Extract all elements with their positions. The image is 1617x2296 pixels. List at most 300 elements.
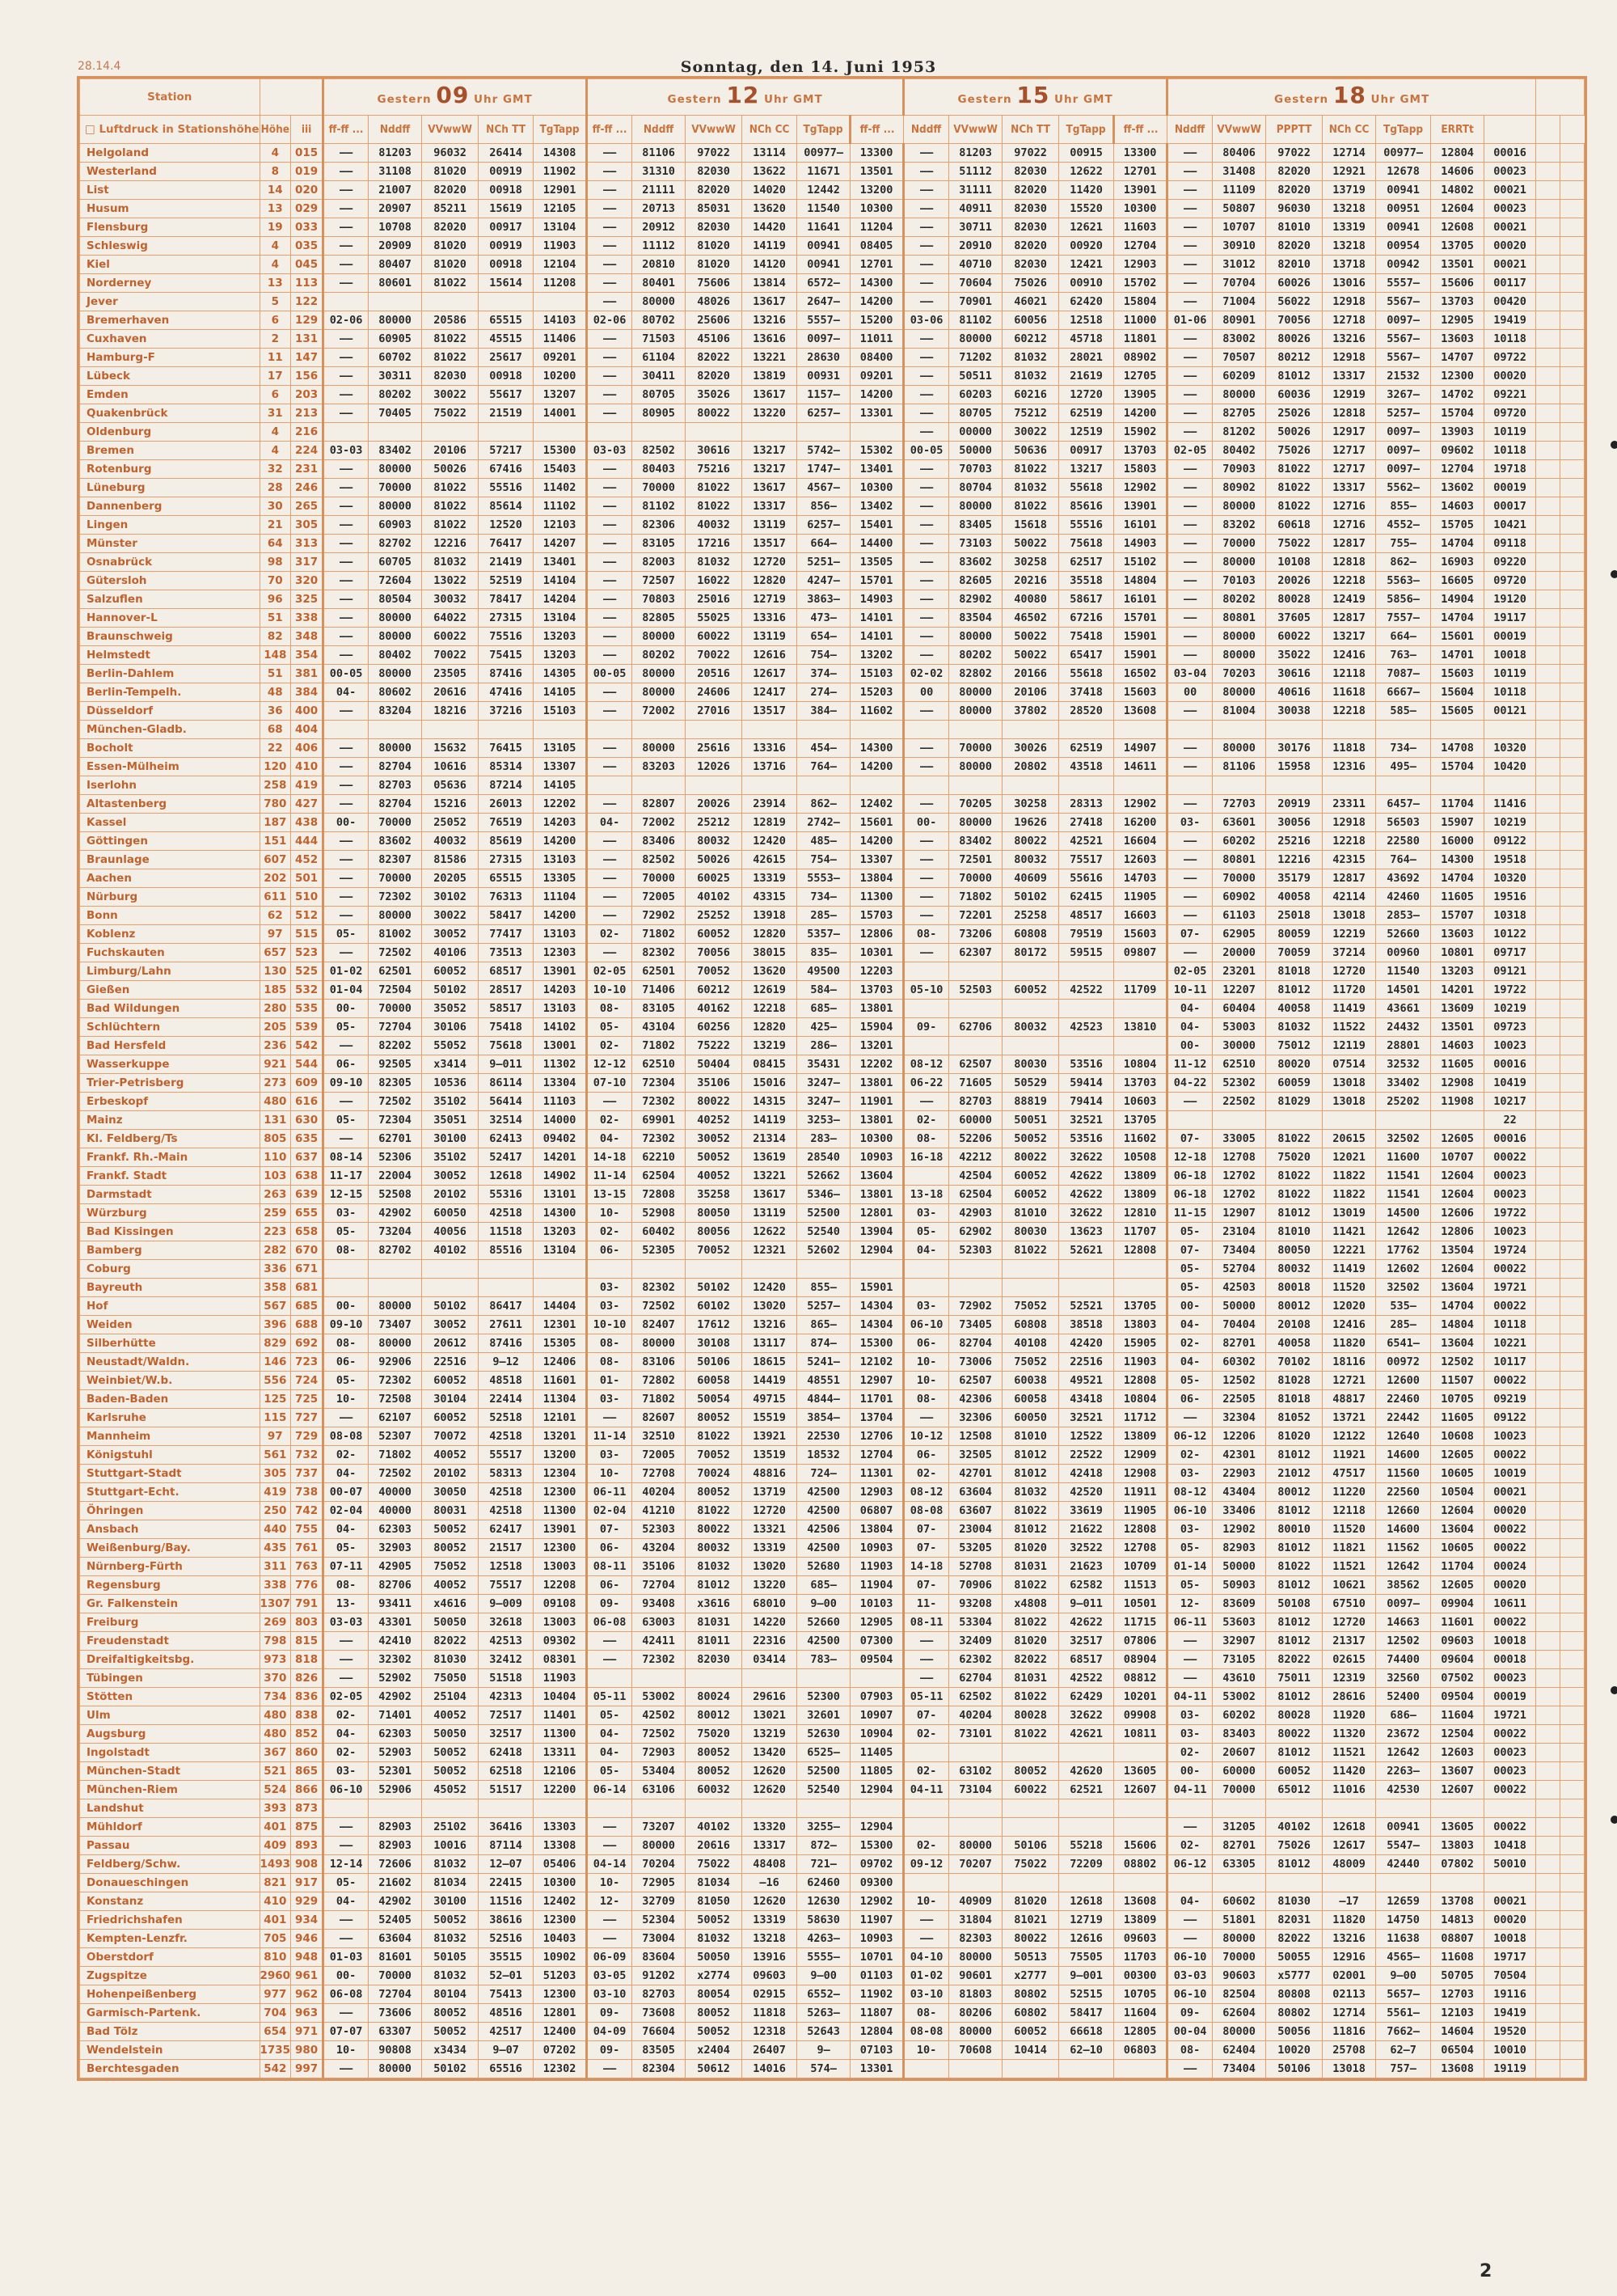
observation-value: —— xyxy=(587,795,632,814)
observation-value: 724– xyxy=(797,1465,851,1483)
observation-value: 10707 xyxy=(1431,1148,1484,1167)
observation-value: 62303 xyxy=(369,1520,422,1539)
observation-value: 81022 xyxy=(686,497,742,516)
observation-value: 00022 xyxy=(1484,1781,1536,1799)
observation-value: 12318 xyxy=(742,2023,797,2041)
observation-value: 83402 xyxy=(369,442,422,460)
observation-value: 81052 xyxy=(1266,1409,1323,1427)
observation-value: 17216 xyxy=(686,535,742,553)
observation-value: 81022 xyxy=(1266,479,1323,497)
observation-value: 13916 xyxy=(742,1948,797,1967)
station-row xyxy=(80,1446,1585,1465)
observation-value: 20810 xyxy=(632,256,686,274)
observation-value: 12119 xyxy=(1323,1037,1376,1055)
observation-value: 80000 xyxy=(1213,497,1266,516)
observation-value: —— xyxy=(904,404,949,423)
observation-value: 75517 xyxy=(1059,851,1114,869)
observation-value xyxy=(1114,2060,1167,2078)
observation-value: 83609 xyxy=(1213,1595,1266,1613)
observation-value: 11911 xyxy=(1114,1483,1167,1502)
observation-value: 16502 xyxy=(1114,665,1167,683)
observation-value: 14704 xyxy=(1431,869,1484,888)
station-name: Bamberg xyxy=(80,1241,260,1260)
observation-value: 10- xyxy=(587,1204,632,1223)
observation-value: 9–00 xyxy=(797,1595,851,1613)
observation-value: 75517 xyxy=(479,1576,534,1595)
observation-value xyxy=(904,1167,949,1186)
observation-value: 72502 xyxy=(632,1725,686,1744)
observation-value: 10- xyxy=(904,1892,949,1911)
observation-value: 00000 xyxy=(949,423,1003,442)
station-name: Lingen xyxy=(80,516,260,535)
observation-value: 13003 xyxy=(534,1558,587,1576)
observation-value: 13501 xyxy=(851,163,904,181)
observation-value: —— xyxy=(1167,646,1213,665)
blank-cell xyxy=(1536,609,1560,628)
observation-value: 25212 xyxy=(686,814,742,832)
observation-value: 72302 xyxy=(632,1651,686,1669)
station-name: Bad Hersfeld xyxy=(80,1037,260,1055)
observation-value: 13617 xyxy=(742,386,797,404)
observation-value: 02- xyxy=(587,1111,632,1130)
observation-value: 14903 xyxy=(851,590,904,609)
observation-value: 35051 xyxy=(422,1111,479,1130)
station-height: 410 xyxy=(260,1892,291,1911)
observation-value xyxy=(587,1799,632,1818)
station-height: 187 xyxy=(260,814,291,832)
blank-cell xyxy=(1560,1706,1585,1725)
blank-header-cell xyxy=(1536,79,1585,116)
blank-cell xyxy=(1560,1818,1585,1837)
observation-value: 70604 xyxy=(949,274,1003,293)
observation-value: 80902 xyxy=(1213,479,1266,497)
observation-value: 10- xyxy=(904,2041,949,2060)
observation-value: 14600 xyxy=(1376,1446,1431,1465)
observation-value: 09908 xyxy=(1114,1706,1167,1725)
observation-value: 71202 xyxy=(949,349,1003,367)
station-height: 440 xyxy=(260,1520,291,1539)
observation-value: 08-08 xyxy=(323,1427,369,1446)
observation-value: 63102 xyxy=(949,1762,1003,1781)
observation-value xyxy=(1323,1874,1376,1892)
observation-value: 11822 xyxy=(1323,1167,1376,1186)
observation-value: 11103 xyxy=(534,1093,587,1111)
observation-value: 11521 xyxy=(1323,1558,1376,1576)
observation-value: 12918 xyxy=(1323,293,1376,311)
observation-value: —— xyxy=(904,795,949,814)
observation-value: 52518 xyxy=(479,1409,534,1427)
observation-value: 75022 xyxy=(1003,1855,1059,1874)
blank-cell xyxy=(1560,1446,1585,1465)
observation-value: 60059 xyxy=(1266,1074,1323,1093)
observation-value: 11908 xyxy=(1431,1093,1484,1111)
blank-cell xyxy=(1536,851,1560,869)
blank-cell xyxy=(1536,460,1560,479)
observation-value: 12321 xyxy=(742,1241,797,1260)
observation-value: 80000 xyxy=(632,1837,686,1855)
observation-value xyxy=(1114,1818,1167,1837)
observation-value: 50022 xyxy=(1003,646,1059,665)
observation-value: —— xyxy=(1167,367,1213,386)
observation-value: 00420 xyxy=(1484,293,1536,311)
observation-value: 81022 xyxy=(422,516,479,535)
observation-value: 13103 xyxy=(534,1000,587,1018)
observation-value: 12218 xyxy=(1323,832,1376,851)
observation-value: 60203 xyxy=(949,386,1003,404)
observation-value: 11902 xyxy=(851,1985,904,2004)
blank-cell xyxy=(1536,683,1560,702)
observation-value: 10608 xyxy=(1431,1427,1484,1446)
blank-cell xyxy=(1560,274,1585,293)
observation-value: 13501 xyxy=(1431,1018,1484,1037)
observation-value: 7557– xyxy=(1376,609,1431,628)
observation-value: 15618 xyxy=(1003,516,1059,535)
observation-value: 11419 xyxy=(1323,1260,1376,1279)
observation-value: 08415 xyxy=(742,1055,797,1074)
station-row xyxy=(80,888,1585,907)
observation-value: 20026 xyxy=(686,795,742,814)
observation-value: 73608 xyxy=(632,2004,686,2023)
observation-value: 75022 xyxy=(686,1855,742,1874)
observation-value: 90808 xyxy=(369,2041,422,2060)
observation-value: 06- xyxy=(904,1446,949,1465)
observation-value: 08802 xyxy=(1114,1855,1167,1874)
station-row xyxy=(80,1074,1585,1093)
blank-cell xyxy=(1536,1651,1560,1669)
observation-value: 14103 xyxy=(534,311,587,330)
observation-value: 12817 xyxy=(1323,869,1376,888)
observation-value: 11605 xyxy=(1431,888,1484,907)
blank-cell xyxy=(1536,144,1560,163)
station-row xyxy=(80,516,1585,535)
observation-value: 10019 xyxy=(1484,1465,1536,1483)
observation-value: 72302 xyxy=(632,1130,686,1148)
observation-value: 19722 xyxy=(1484,981,1536,1000)
observation-value: 00-07 xyxy=(323,1483,369,1502)
observation-value: 12420 xyxy=(742,832,797,851)
observation-value: 02-05 xyxy=(1167,442,1213,460)
observation-value: 12402 xyxy=(534,1892,587,1911)
observation-value: 09- xyxy=(1167,2004,1213,2023)
observation-value: 09201 xyxy=(851,367,904,386)
observation-value: 83202 xyxy=(1213,516,1266,535)
observation-value: 13301 xyxy=(851,2060,904,2078)
station-id: 113 xyxy=(291,274,323,293)
blank-cell xyxy=(1560,590,1585,609)
observation-value: 15601 xyxy=(1431,628,1484,646)
observation-value xyxy=(1484,776,1536,795)
observation-value: 62519 xyxy=(1059,404,1114,423)
blank-cell xyxy=(1536,628,1560,646)
station-name: Augsburg xyxy=(80,1725,260,1744)
blank-cell xyxy=(1536,1911,1560,1930)
observation-value: 11302 xyxy=(534,1055,587,1074)
observation-value: 72604 xyxy=(369,572,422,590)
observation-value: 855– xyxy=(1376,497,1431,516)
observation-value: 81022 xyxy=(422,330,479,349)
observation-value: —— xyxy=(1167,628,1213,646)
observation-value: 5742– xyxy=(797,442,851,460)
observation-value: 75026 xyxy=(1003,274,1059,293)
observation-value: 21111 xyxy=(632,181,686,200)
station-id: 865 xyxy=(291,1762,323,1781)
observation-value: 82020 xyxy=(422,218,479,237)
observation-value: 62701 xyxy=(369,1130,422,1148)
observation-value: 58517 xyxy=(479,1000,534,1018)
observation-value: 58417 xyxy=(1059,2004,1114,2023)
observation-value: 51203 xyxy=(534,1967,587,1985)
observation-value: 654– xyxy=(797,628,851,646)
observation-value: 31408 xyxy=(1213,163,1266,181)
observation-value: 37605 xyxy=(1266,609,1323,628)
observation-value: 14304 xyxy=(851,1316,904,1334)
observation-value: 19518 xyxy=(1484,851,1536,869)
observation-value xyxy=(1114,1037,1167,1055)
observation-value: 0097– xyxy=(1376,423,1431,442)
observation-value xyxy=(534,423,587,442)
observation-value: —— xyxy=(323,274,369,293)
station-name: Passau xyxy=(80,1837,260,1855)
observation-value: 485– xyxy=(797,832,851,851)
station-height: 13 xyxy=(260,274,291,293)
observation-value: 00- xyxy=(323,1000,369,1018)
observation-value: 00023 xyxy=(1484,163,1536,181)
station-row xyxy=(80,1855,1585,1874)
observation-value: 82903 xyxy=(369,1837,422,1855)
observation-value: 12716 xyxy=(1323,516,1376,535)
observation-value: 31205 xyxy=(1213,1818,1266,1837)
observation-value: 97022 xyxy=(1266,144,1323,163)
observation-value: 81022 xyxy=(686,479,742,497)
observation-value: 81022 xyxy=(1003,1613,1059,1632)
observation-value: —— xyxy=(323,218,369,237)
observation-value: —— xyxy=(587,851,632,869)
blank-cell xyxy=(1560,1837,1585,1855)
observation-value: 92906 xyxy=(369,1353,422,1372)
observation-value: —— xyxy=(1167,460,1213,479)
observation-value: 10300 xyxy=(534,1874,587,1892)
observation-value: 17762 xyxy=(1376,1241,1431,1260)
station-id: 738 xyxy=(291,1483,323,1502)
observation-value: 09302 xyxy=(534,1632,587,1651)
observation-value: 12642 xyxy=(1376,1744,1431,1762)
observation-value: 08-08 xyxy=(904,1502,949,1520)
observation-value: 30052 xyxy=(422,1316,479,1334)
observation-value: 70404 xyxy=(1213,1316,1266,1334)
observation-value: 80050 xyxy=(1266,1241,1323,1260)
station-name: Weiden xyxy=(80,1316,260,1334)
observation-value: x3414 xyxy=(422,1055,479,1074)
observation-value: 31310 xyxy=(632,163,686,181)
observation-value: 25202 xyxy=(1376,1093,1431,1111)
observation-value: 11603 xyxy=(1114,218,1167,237)
observation-value: 11807 xyxy=(851,2004,904,2023)
observation-value: 50000 xyxy=(1213,1558,1266,1576)
observation-value: 10616 xyxy=(422,758,479,776)
observation-value: —— xyxy=(587,1409,632,1427)
observation-value: 12604 xyxy=(1431,200,1484,218)
observation-value: 10801 xyxy=(1431,944,1484,962)
observation-value: 67216 xyxy=(1059,609,1114,628)
observation-value: 757– xyxy=(1376,2060,1431,2078)
station-id: 908 xyxy=(291,1855,323,1874)
observation-value: 30000 xyxy=(1213,1037,1266,1055)
observation-value: 52660 xyxy=(1376,925,1431,944)
observation-value: 63604 xyxy=(369,1930,422,1948)
observation-value: 10907 xyxy=(851,1706,904,1725)
station-id: 320 xyxy=(291,572,323,590)
observation-value: 82704 xyxy=(949,1334,1003,1353)
observation-value: 72606 xyxy=(369,1855,422,1874)
observation-value: 12602 xyxy=(1376,1260,1431,1279)
blank-cell xyxy=(1560,1892,1585,1911)
observation-value: 664– xyxy=(797,535,851,553)
observation-value: 00021 xyxy=(1484,1483,1536,1502)
observation-value: 2647– xyxy=(797,293,851,311)
observation-value: 62413 xyxy=(479,1130,534,1148)
observation-value: 40616 xyxy=(1266,683,1323,702)
observation-value: 15707 xyxy=(1431,907,1484,925)
observation-value: 81022 xyxy=(1003,497,1059,516)
station-row xyxy=(80,1874,1585,1892)
observation-value: 12600 xyxy=(1376,1372,1431,1390)
observation-value: 14600 xyxy=(1376,1520,1431,1539)
observation-value: 81032 xyxy=(422,1855,479,1874)
observation-value: 51517 xyxy=(479,1781,534,1799)
observation-value: 42114 xyxy=(1323,888,1376,907)
observation-value: 83204 xyxy=(369,702,422,721)
observation-value: 20607 xyxy=(1213,1744,1266,1762)
observation-value: 10-11 xyxy=(1167,981,1213,1000)
observation-value: —— xyxy=(587,609,632,628)
observation-value: 25026 xyxy=(1266,404,1323,423)
observation-value: 72502 xyxy=(369,944,422,962)
observation-value: 53516 xyxy=(1059,1055,1114,1074)
observation-value: 80407 xyxy=(369,256,422,274)
observation-value: 48516 xyxy=(479,2004,534,2023)
observation-value: 11560 xyxy=(1376,1465,1431,1483)
observation-value: 30711 xyxy=(949,218,1003,237)
observation-value: 80000 xyxy=(1213,553,1266,572)
station-id: 019 xyxy=(291,163,323,181)
station-height: 82 xyxy=(260,628,291,646)
station-row xyxy=(80,274,1585,293)
station-id: 980 xyxy=(291,2041,323,2060)
observation-value: 12901 xyxy=(534,181,587,200)
observation-value: —— xyxy=(323,776,369,795)
observation-value: 13602 xyxy=(1431,479,1484,497)
observation-value: 81029 xyxy=(1266,1093,1323,1111)
observation-value: 60618 xyxy=(1266,516,1323,535)
observation-value: 83504 xyxy=(949,609,1003,628)
observation-value xyxy=(1323,721,1376,739)
station-height: 13 xyxy=(260,200,291,218)
observation-value: 11701 xyxy=(851,1390,904,1409)
observation-value: 72209 xyxy=(1059,1855,1114,1874)
station-height: 96 xyxy=(260,590,291,609)
code-column-header: VVwwW xyxy=(949,116,1003,144)
station-id: 213 xyxy=(291,404,323,423)
observation-value: 10705 xyxy=(1431,1390,1484,1409)
observation-value: 00022 xyxy=(1484,1818,1536,1837)
observation-value: 6257– xyxy=(797,404,851,423)
observation-value: 04- xyxy=(587,814,632,832)
observation-value: 46021 xyxy=(1003,293,1059,311)
station-name: Göttingen xyxy=(80,832,260,851)
station-name: Husum xyxy=(80,200,260,218)
station-id: 866 xyxy=(291,1781,323,1799)
observation-value: 60022 xyxy=(1266,628,1323,646)
observation-value: 00- xyxy=(1167,1037,1213,1055)
observation-value: x4616 xyxy=(422,1595,479,1613)
observation-value: 82502 xyxy=(632,442,686,460)
observation-value: 12-14 xyxy=(323,1855,369,1874)
observation-value: 5567– xyxy=(1376,293,1431,311)
observation-value: 274– xyxy=(797,683,851,702)
observation-value: 42518 xyxy=(479,1204,534,1223)
observation-value: 12820 xyxy=(742,925,797,944)
observation-value: 35258 xyxy=(686,1186,742,1204)
observation-value: 30258 xyxy=(1003,795,1059,814)
observation-value: 13- xyxy=(323,1595,369,1613)
observation-value: 5555– xyxy=(797,1948,851,1967)
observation-value: 12904 xyxy=(851,1818,904,1837)
observation-value: 38518 xyxy=(1059,1316,1114,1334)
station-row xyxy=(80,665,1585,683)
observation-value: 12603 xyxy=(1114,851,1167,869)
observation-value: 13307 xyxy=(851,851,904,869)
observation-value: 09201 xyxy=(534,349,587,367)
observation-value: 72802 xyxy=(632,1372,686,1390)
observation-value xyxy=(323,423,369,442)
observation-value: 75052 xyxy=(1003,1353,1059,1372)
observation-value: 81021 xyxy=(1003,1911,1059,1930)
station-row xyxy=(80,646,1585,665)
observation-value: 25617 xyxy=(479,349,534,367)
observation-value: 03-04 xyxy=(1167,665,1213,683)
observation-value: 13819 xyxy=(742,367,797,386)
observation-value: 81022 xyxy=(1266,1186,1323,1204)
observation-value: 00-05 xyxy=(904,442,949,460)
observation-value: 02-05 xyxy=(587,962,632,981)
observation-value: 27315 xyxy=(479,609,534,628)
observation-value: 00972 xyxy=(1376,1353,1431,1372)
observation-value: 00- xyxy=(323,814,369,832)
station-id: 313 xyxy=(291,535,323,553)
observation-value: 80024 xyxy=(686,1688,742,1706)
observation-value: 02- xyxy=(323,1744,369,1762)
observation-value: 14300 xyxy=(851,274,904,293)
observation-value: 14305 xyxy=(534,665,587,683)
observation-value: 81022 xyxy=(422,497,479,516)
observation-value: 55516 xyxy=(479,479,534,497)
observation-value: 04-14 xyxy=(587,1855,632,1874)
observation-value: 12719 xyxy=(742,590,797,609)
observation-value: 4844– xyxy=(797,1390,851,1409)
observation-value: 04-11 xyxy=(904,1781,949,1799)
observation-value: 11208 xyxy=(534,274,587,293)
observation-value: 13317 xyxy=(742,497,797,516)
observation-value: 80802 xyxy=(1266,2004,1323,2023)
station-id: 438 xyxy=(291,814,323,832)
observation-value: 13218 xyxy=(742,1930,797,1948)
observation-value: 70703 xyxy=(949,460,1003,479)
observation-value: 12620 xyxy=(742,1892,797,1911)
blank-cell xyxy=(1560,1148,1585,1167)
observation-value: —— xyxy=(323,497,369,516)
observation-value: 52206 xyxy=(949,1130,1003,1148)
observation-value: 06-22 xyxy=(904,1074,949,1093)
